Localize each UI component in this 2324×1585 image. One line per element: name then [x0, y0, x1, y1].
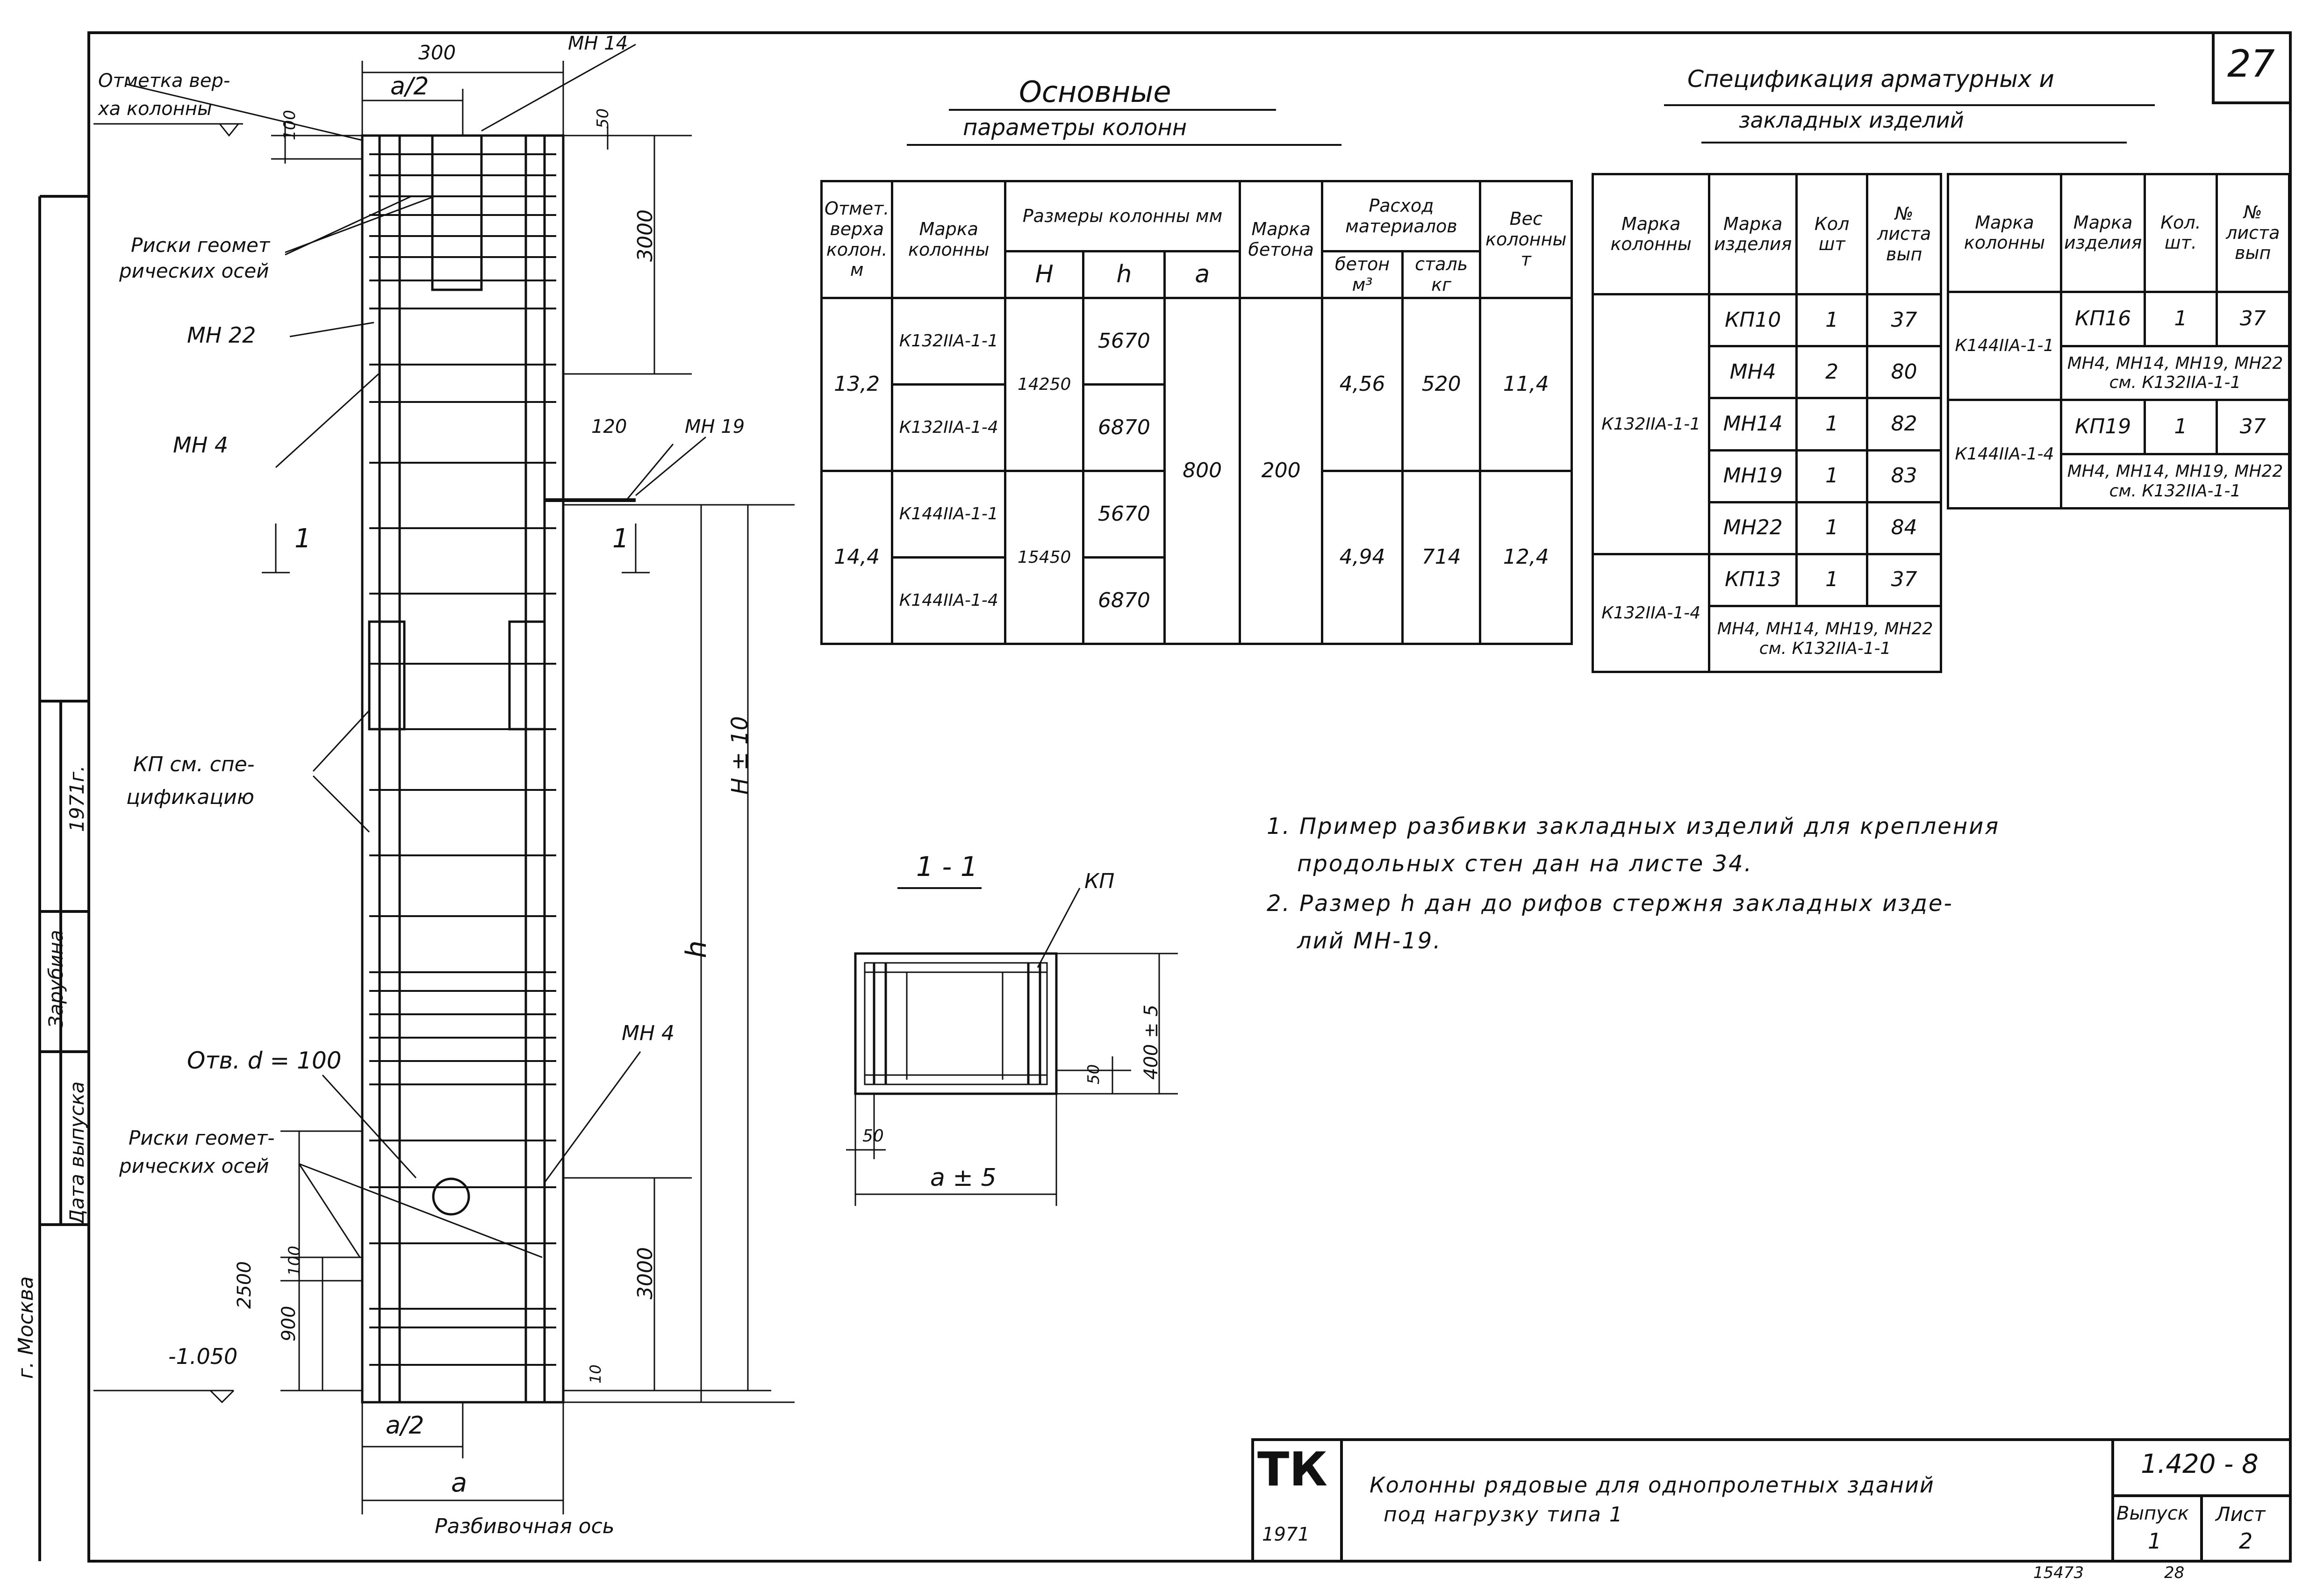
- params-r0-otm: 13,2: [822, 298, 892, 471]
- spec-title-2: закладных изделий: [1739, 108, 1964, 133]
- params-r0-marka1: К132IIА-1-1: [892, 298, 1005, 385]
- spec-left-group1: К132IIА-1-1: [1593, 294, 1709, 554]
- risk-label-4: рических осей: [119, 1155, 269, 1177]
- axis-label: Разбивочная ось: [435, 1514, 615, 1538]
- dim-10: 10: [587, 1364, 604, 1384]
- params-r1-beton: 4,94: [1322, 471, 1402, 644]
- section-dim-50-bottom: 50: [862, 1126, 884, 1146]
- params-r0-stal: 520: [1402, 298, 1480, 471]
- spec-lg2-list: 37: [1867, 554, 1941, 606]
- dim-2500: 2500: [234, 1261, 255, 1309]
- section-dim-a5: a ± 5: [930, 1164, 997, 1192]
- stamp-city: г. Москва: [14, 1276, 38, 1379]
- mn4-upper-label: МН 4: [173, 432, 229, 458]
- params-r1-marka2: К144IIА-1-4: [892, 558, 1005, 644]
- risk-label-1: Риски геомет: [131, 234, 270, 257]
- title-block-logo: ТК: [1257, 1442, 1327, 1497]
- spec-rg2-list: 37: [2216, 400, 2289, 454]
- params-h-stal: сталь кг: [1402, 251, 1480, 298]
- spec-right-group2: К144IIА-1-4: [1948, 400, 2061, 509]
- spec-rg1-note: МН4, МН14, МН19, МН22 см. К132IIА-1-1: [2061, 346, 2289, 400]
- spec-l2-list: 82: [1867, 398, 1941, 450]
- params-r0-H: 14250: [1005, 298, 1083, 471]
- spec-lg2-izd: КП13: [1709, 554, 1797, 606]
- note-1-line-2: продольных стен дан на листе 34.: [1297, 851, 1753, 877]
- title-block-list-label: Лист: [2216, 1503, 2266, 1526]
- spec-l2-kol: 1: [1797, 398, 1867, 450]
- params-h-a: a: [1165, 251, 1240, 298]
- stamp-release-date: Дата выпуска: [65, 1081, 88, 1225]
- params-h-otm: Отмет. верха колон. м: [822, 181, 892, 298]
- title-block-title-1: Колонны рядовые для однопролетных зданий: [1370, 1472, 1935, 1498]
- spec-l3-kol: 1: [1797, 450, 1867, 502]
- dim-100-bottom: 100: [285, 1246, 304, 1276]
- hole-label: Отв. d = 100: [187, 1047, 342, 1074]
- spec-r-h-marka-izd: Марка изделия: [2061, 174, 2145, 292]
- section-mark-left: 1: [294, 524, 311, 554]
- spec-table-right: [1947, 173, 2290, 509]
- section-dim-50-side: 50: [1084, 1064, 1103, 1084]
- note-2-line-1: 2. Размер h дан до рифов стержня закладных изде-: [1267, 890, 1953, 917]
- kp-label-2: цификацию: [126, 785, 254, 809]
- params-r1-h2: 6870: [1083, 558, 1165, 644]
- params-r1-ves: 12,4: [1480, 471, 1572, 644]
- mn22-label: МН 22: [187, 323, 256, 348]
- bottom-left-number: 15473: [2033, 1563, 2084, 1582]
- params-h-h: h: [1083, 251, 1165, 298]
- title-block-title-2: под нагрузку типа 1: [1384, 1503, 1623, 1527]
- mn19-label: МН 19: [685, 416, 745, 437]
- kp-label-1: КП см. спе-: [133, 753, 255, 776]
- stamp-author: Зарубина: [44, 930, 67, 1028]
- dim-120: 120: [591, 416, 627, 437]
- spec-table-left: [1592, 173, 1942, 673]
- params-r1-marka1: К144IIА-1-1: [892, 471, 1005, 558]
- params-r0-ves: 11,4: [1480, 298, 1572, 471]
- title-block-list: 2: [2239, 1528, 2253, 1554]
- params-beton-mark: 200: [1240, 298, 1322, 644]
- params-r0-beton: 4,56: [1322, 298, 1402, 471]
- top-mark-label-1: Отметка вер-: [98, 70, 230, 92]
- spec-r-h-marka-kol: Марка колонны: [1948, 174, 2061, 292]
- spec-l4-list: 84: [1867, 502, 1941, 554]
- title-block-vypusk: 1: [2148, 1528, 2162, 1554]
- params-h-rashod: Расход материалов: [1322, 181, 1480, 251]
- params-a: 800: [1165, 298, 1240, 644]
- params-r0-h2: 6870: [1083, 385, 1165, 471]
- params-r1-H: 15450: [1005, 471, 1083, 644]
- section-kp: КП: [1084, 869, 1115, 893]
- params-h-beton: Марка бетона: [1240, 181, 1322, 298]
- sheet-number: 27: [2227, 42, 2275, 86]
- dim-3000-top: 3000: [633, 209, 657, 262]
- dim-300: 300: [418, 41, 456, 64]
- params-h-H: H: [1005, 251, 1083, 298]
- dim-900: 900: [278, 1305, 300, 1341]
- params-table: [820, 180, 1573, 645]
- spec-lg2-kol: 1: [1797, 554, 1867, 606]
- params-h-ves: Вес колонны т: [1480, 181, 1572, 298]
- spec-r-h-kol: Кол. шт.: [2145, 174, 2216, 292]
- dim-H: H ± 10: [727, 716, 753, 795]
- dim-3000-bottom: 3000: [633, 1247, 657, 1299]
- params-title-2: параметры колонн: [963, 115, 1187, 141]
- spec-rg1-list: 37: [2216, 292, 2289, 346]
- spec-right-group1: К144IIА-1-1: [1948, 292, 2061, 400]
- title-block-vypusk-label: Выпуск: [2116, 1503, 2189, 1524]
- spec-l0-kol: 1: [1797, 294, 1867, 346]
- note-2-line-2: лий МН-19.: [1297, 928, 1442, 954]
- spec-l0-list: 37: [1867, 294, 1941, 346]
- spec-h-kol: Кол шт: [1797, 174, 1867, 294]
- dim-a2-top: a/2: [390, 72, 429, 100]
- spec-l4-izd: МН22: [1709, 502, 1797, 554]
- dim-a: a: [451, 1468, 467, 1498]
- params-h-marka: Марка колонны: [892, 181, 1005, 298]
- mn14-top-label: МН 14: [568, 33, 628, 54]
- spec-rg1-izd: КП16: [2061, 292, 2145, 346]
- spec-r-h-list: № листа вып: [2216, 174, 2289, 292]
- spec-title-1: Спецификация арматурных и: [1687, 65, 2054, 93]
- mn4-lower-label: МН 4: [622, 1021, 675, 1045]
- note-1-line-1: 1. Пример разбивки закладных изделий для крепления: [1267, 813, 2000, 839]
- spec-rg2-kol: 1: [2145, 400, 2216, 454]
- params-r0-marka2: К132IIА-1-4: [892, 385, 1005, 471]
- spec-h-marka-izd: Марка изделия: [1709, 174, 1797, 294]
- spec-rg2-note: МН4, МН14, МН19, МН22 см. К132IIА-1-1: [2061, 454, 2289, 509]
- dim-50-top: 50: [594, 108, 612, 129]
- params-r1-h1: 5670: [1083, 471, 1165, 558]
- section-dim-400: 400 ± 5: [1140, 1004, 1162, 1080]
- section-mark-right: 1: [612, 524, 629, 554]
- spec-l3-izd: МН19: [1709, 450, 1797, 502]
- spec-l1-izd: МН4: [1709, 346, 1797, 398]
- params-h-sizes: Размеры колонны мм: [1005, 181, 1240, 251]
- spec-rg2-izd: КП19: [2061, 400, 2145, 454]
- risk-label-2: рических осей: [119, 259, 269, 282]
- params-r0-h1: 5670: [1083, 298, 1165, 385]
- spec-l4-kol: 1: [1797, 502, 1867, 554]
- elevation-minus: -1.050: [168, 1344, 238, 1369]
- spec-l2-izd: МН14: [1709, 398, 1797, 450]
- spec-h-marka-kol: Марка колонны: [1593, 174, 1709, 294]
- risk-label-3: Риски геомет-: [129, 1126, 275, 1149]
- spec-lg2-note: МН4, МН14, МН19, МН22 см. К132IIА-1-1: [1709, 606, 1941, 672]
- spec-l1-kol: 2: [1797, 346, 1867, 398]
- dim-h: h: [680, 940, 713, 958]
- section-title: 1 - 1: [916, 851, 978, 882]
- spec-h-list: № листа вып: [1867, 174, 1941, 294]
- spec-l0-izd: КП10: [1709, 294, 1797, 346]
- spec-l1-list: 80: [1867, 346, 1941, 398]
- stamp-year: 1971г.: [65, 765, 88, 832]
- spec-rg1-kol: 1: [2145, 292, 2216, 346]
- dim-a2-bottom: a/2: [386, 1412, 424, 1440]
- spec-l3-list: 83: [1867, 450, 1941, 502]
- dim-100-top: 100: [280, 110, 299, 140]
- title-block-code: 1.420 - 8: [2141, 1449, 2259, 1479]
- title-block-logo-year: 1971: [1262, 1524, 1310, 1545]
- params-h-beton-m3: бетон м³: [1322, 251, 1402, 298]
- params-title-1: Основные: [1019, 75, 1171, 109]
- params-r1-otm: 14,4: [822, 471, 892, 644]
- top-mark-label-2: ха колонны: [98, 98, 212, 120]
- spec-left-group2: К132IIА-1-4: [1593, 554, 1709, 672]
- params-r1-stal: 714: [1402, 471, 1480, 644]
- bottom-right-number: 28: [2164, 1563, 2185, 1582]
